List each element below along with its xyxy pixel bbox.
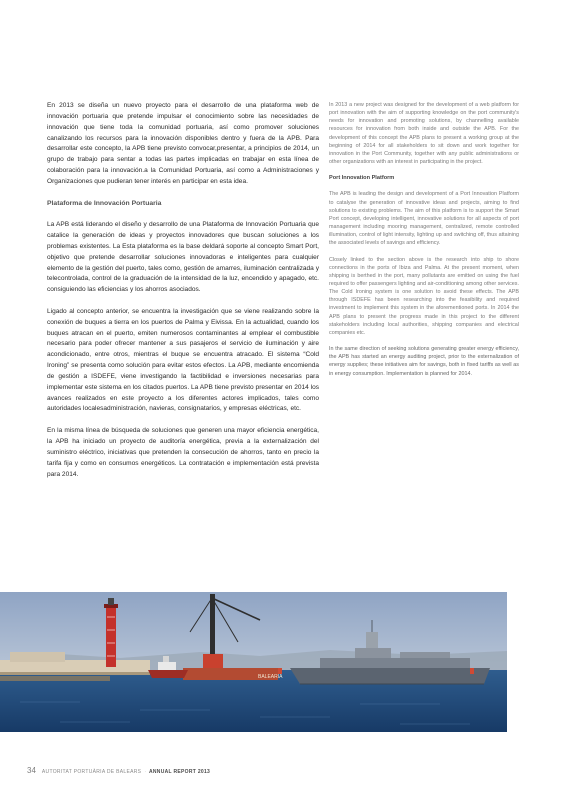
port-harbour-photo: [0, 592, 507, 732]
english-intro-paragraph: In 2013 a new project was designed for the development of a web platform for port innovation with the aim of supporting knowledge on the port community's needs for innovation and promoting solutions, by channelling available resources for innovation from both inside and outside the APB. For the development of this concept the APB plans to present a working group at the beginning of 2014 for all stakeholders to sit down and work together for innovation in the Port Community, together with any public administrations or other organizations with an interest in participating in the project.: [329, 102, 519, 166]
footer-separator: ·: [144, 769, 146, 775]
spanish-paragraph-3: En la misma línea de búsqueda de soluciones que generen una mayor eficiencia energética, la APB ha iniciado un proyecto de auditoría energética, previa a la externalización del suministro eléctrico, iniciativas que pretenden la consecución de ahorros, tanto en precio la tarifa fija y como en consumos energéticos. La contratación e implementación está prevista para 2014.: [47, 427, 319, 478]
footer-report-title: ANNUAL REPORT 2013: [148, 769, 211, 775]
english-column: [329, 101, 519, 386]
english-paragraph-3: In the same direction of seeking solutions generating greater energy efficiency, the APB has started an energy auditing project, prior to the externalization of energy supplies; these initiatives aim for savings, both in fixed tariffs as well as in energy consumption. Implementation is planned for 2014.: [329, 346, 519, 377]
spanish-intro-paragraph: En 2013 se diseña un nuevo proyecto para el desarrollo de una plataforma web de innovación portuaria que pretende impulsar el conocimiento sobre las necesidades de innovación que tiene toda la comunidad portuaria, así como promover soluciones canalizando los recursos para la innovación disponibles dentro y fuera de la APB. Para desarrollar este concepto, la APB tiene previsto convocar,presentar, a principios de 2014, un grupo de trabajo para sentar a todas las partes implicadas en trabajar en esta línea de colaboración para la innovación.a la Comunidad Portuaria, así como a Administraciones y Organizaciones que pudieran tener interés en participar en esta idea.: [47, 102, 319, 185]
warehouse: [10, 652, 65, 662]
spanish-paragraph-2: Ligado al concepto anterior, se encuentra la investigación que se viene realizando sobre la conexión de buques a tierra en los puertos de Palma y Eivissa. En la actualidad, cuando los buques atracan en el puerto, emiten numerosos contaminantes al emplear el combustible necesario para poder ofrecer mantener a sus pasajeros el servicio de iluminación y aire acondicionado, entre otros, mientras el buque se encuentra atracado. El sistema “Cold Ironing” se presenta como solución para evitar estos efectos. La APB, mediante encomienda de gestión a ISDEFE, viene investigando la factibilidad e inversiones necesarias para implementar este sistema en los citados puertos. La APB tiene previsto presentar en 2014 los avances realizados en este proyecto a los diferentes actores implicados, tales como autoridades localesadministración, navieras, consignatarios, y empresas eléctricas, etc.: [47, 307, 319, 413]
crane-sign: BALEARIA: [258, 674, 283, 680]
spanish-column: [47, 101, 319, 491]
spanish-section-heading: Plataforma de Innovación Portuaria: [47, 199, 162, 207]
page-footer: [27, 766, 210, 776]
quay-wall: [0, 660, 150, 674]
footer-publisher: AUTORITAT PORTUÀRIA DE BALEARS: [41, 769, 142, 775]
lighthouse: [104, 598, 118, 667]
spanish-paragraph-1: La APB está liderando el diseño y desarrollo de una Plataforma de Innovación Portuaria que catalice la generación de ideas y proyectos innovadores que buscan soluciones a los problemas existentes. La Esta plataforma es la base deldará soporte al concepto Smart Port, objetivo que pretende desarrollar soluciones innovadoras e inteligentes para cualquier elemento de la gestión del puerto, tales como, gestión de amarres, iluminación centralizada y telecontrolada, control de la graduación de la intensidad de la luz, encendido y apagado, etc. consiguiendo las eficiencias y los ahorros asociados.: [47, 221, 319, 294]
page-number: 34: [27, 766, 36, 775]
english-paragraph-2: Closely linked to the section above is the research into ship to shore connections in the ports of Ibiza and Palma. At the present moment, when shipping is berthed in the port, many pollutants are emitted on using the fuel required to offer passengers lighting and air-conditioning among other services. The Cold Ironing system is one solution to avoid these effects. The APB through ISDEFE has been researching into the feasibility and required investment to implement this system in the aforementioned ports. In 2014 the APB plans to present the progress made in this project to the different stakeholders including local authorities, shipping companies and electrical companies etc.: [329, 256, 519, 336]
english-section-heading: Port Innovation Platform: [329, 175, 395, 182]
english-paragraph-1: The APB is leading the design and development of a Port Innovation Platform to catalyse the generation of innovative ideas and projects, aiming to find solutions to existing problems. The aim of this platform is to support the Smart Port concept, developing intelligent, innovative solutions for all aspects of port management including mooring management, centralized, remote controlled illumination, control of light intensity, lighting up and switching off, thus attaining the associated levels of savings and efficiency.: [329, 191, 519, 247]
harbour-scene-illustration: [0, 592, 507, 732]
